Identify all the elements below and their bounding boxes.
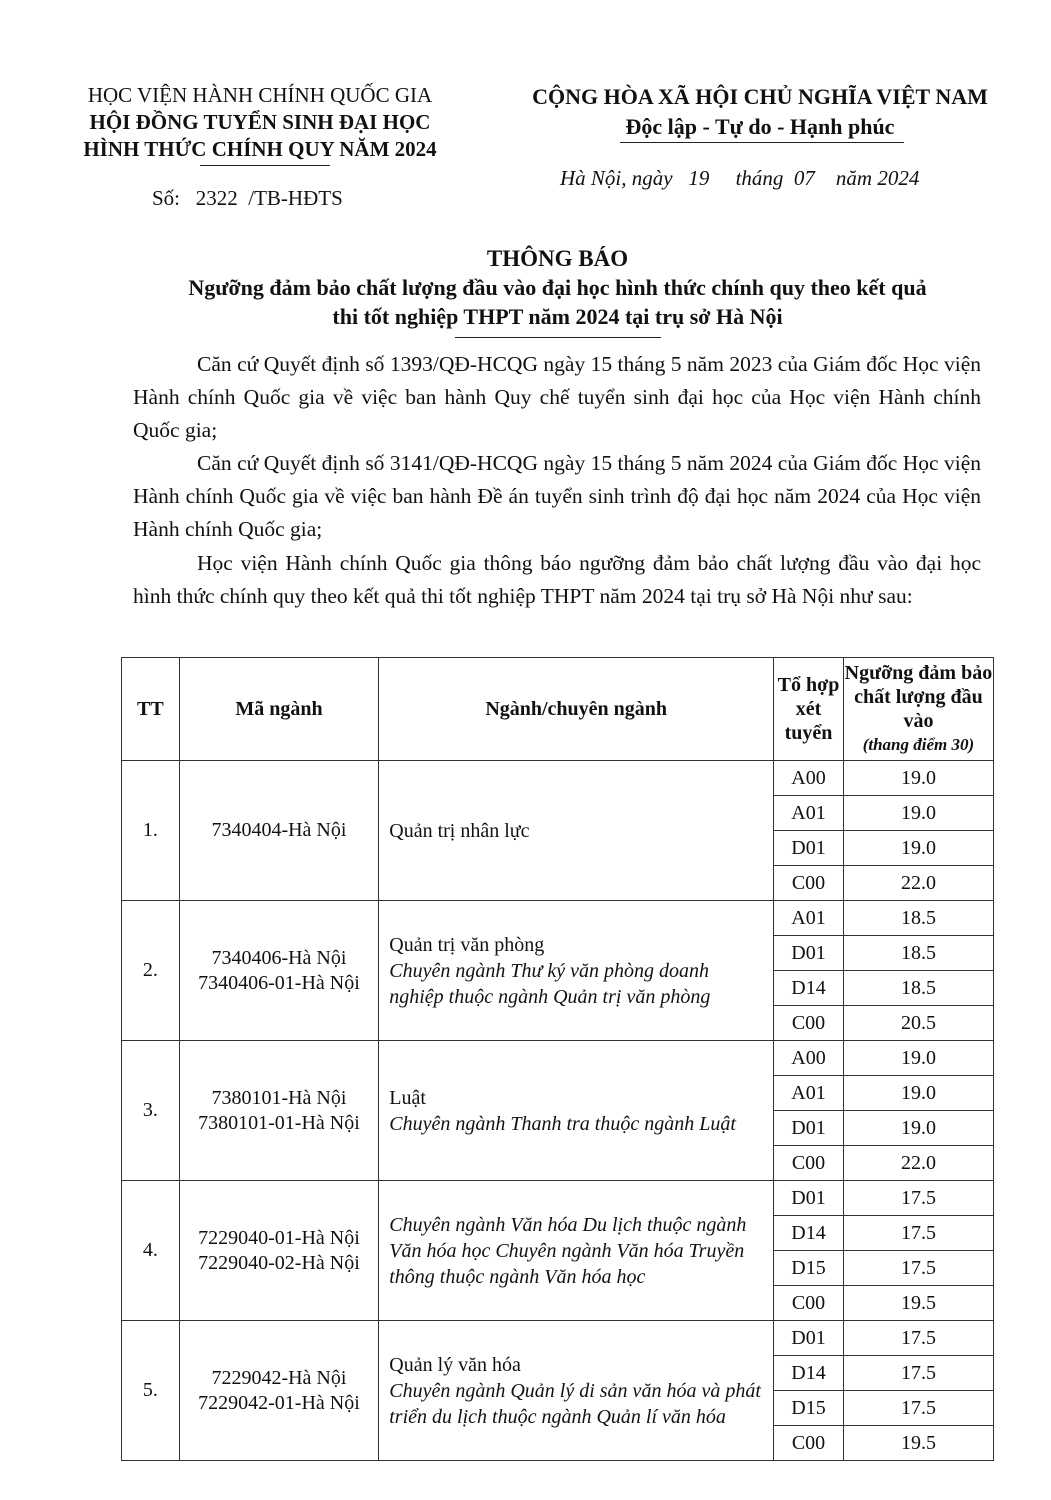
issuer-block (60, 82, 460, 163)
issuer-name: HỌC VIỆN HÀNH CHÍNH QUỐC GIA (87, 83, 433, 107)
notice-title-block (60, 244, 1051, 331)
program-code: 7340406-01-Hà Nội (198, 971, 360, 994)
combo-code: A01 (774, 901, 844, 936)
council-name: HỘI ĐỒNG TUYỂN SINH ĐẠI HỌC (89, 110, 431, 134)
notice-subtitle-line1: Ngưỡng đảm bảo chất lượng đầu vào đại học hình thức chính quy theo kết quả (188, 275, 927, 300)
combo-code: C00 (774, 1006, 844, 1041)
threshold-score: 19.0 (843, 1111, 993, 1146)
combo-code: C00 (774, 1426, 844, 1461)
program-name-cell (379, 1041, 774, 1181)
threshold-score: 17.5 (843, 1321, 993, 1356)
motto-underline (620, 142, 904, 143)
council-year: HÌNH THỨC CHÍNH QUY NĂM 2024 (83, 137, 437, 161)
threshold-score: 19.0 (843, 796, 993, 831)
table-row (122, 1321, 994, 1356)
table-row (122, 1181, 994, 1216)
threshold-score: 22.0 (843, 1146, 993, 1181)
threshold-score: 17.5 (843, 1251, 993, 1286)
threshold-score: 22.0 (843, 866, 993, 901)
combo-code: A01 (774, 1076, 844, 1111)
combo-code: D01 (774, 936, 844, 971)
threshold-score: 17.5 (843, 1181, 993, 1216)
program-name: Quản trị nhân lực (389, 819, 530, 842)
header-tt: TT (122, 658, 180, 761)
program-codes (179, 1321, 379, 1461)
combo-code: A01 (774, 796, 844, 831)
threshold-table (121, 657, 994, 1461)
threshold-score: 20.5 (843, 1006, 993, 1041)
program-code: 7229040-01-Hà Nội (198, 1226, 360, 1249)
program-name: Quản lý văn hóa (389, 1353, 521, 1376)
combo-code: D15 (774, 1391, 844, 1426)
program-code: 7229042-Hà Nội (211, 1366, 347, 1389)
threshold-score: 19.5 (843, 1286, 993, 1321)
program-codes (179, 901, 379, 1041)
paragraph-legal-basis-2: Căn cứ Quyết định số 3141/QĐ-HCQG ngày 15 tháng 5 năm 2024 của Giám đốc Học viện Hành chính Quốc gia về việc ban hành Đề án tuyển sinh trình độ đại học năm 2024 của Học viện Hành chính Quốc gia; (133, 451, 981, 541)
header-nguong (843, 658, 993, 761)
specialization-name: Chuyên ngành Thư ký văn phòng doanh nghiệp thuộc ngành Quản trị văn phòng (389, 959, 711, 1008)
program-name-cell (379, 761, 774, 901)
combo-code: D01 (774, 1111, 844, 1146)
threshold-score: 18.5 (843, 971, 993, 1006)
table-row (122, 901, 994, 936)
program-code: 7340404-Hà Nội (211, 819, 347, 841)
program-name: Luật (389, 1086, 426, 1109)
document-number: Số: 2322 /TB-HĐTS (152, 186, 343, 210)
program-codes (179, 761, 379, 901)
table-header-row (122, 658, 994, 761)
combo-code: C00 (774, 866, 844, 901)
paragraph-legal-basis-1: Căn cứ Quyết định số 1393/QĐ-HCQG ngày 15 tháng 5 năm 2023 của Giám đốc Học viện Hành chính Quốc gia về việc ban hành Quy chế tuyển sinh đại học của Học viện Hành chính Quốc gia; (133, 352, 981, 442)
program-name-cell (379, 1181, 774, 1321)
header-nguong-label: Ngưỡng đảm bảo chất lượng đầu vào (844, 662, 993, 732)
header-nganh: Ngành/chuyên ngành (379, 658, 774, 761)
table-row (122, 1041, 994, 1076)
issuer-underline (200, 165, 330, 166)
program-codes (179, 1041, 379, 1181)
national-motto-block (510, 82, 1010, 142)
header-ma-nganh: Mã ngành (179, 658, 379, 761)
program-name: Quản trị văn phòng (389, 933, 545, 956)
combo-code: C00 (774, 1146, 844, 1181)
threshold-score: 19.5 (843, 1426, 993, 1461)
specialization-name: Chuyên ngành Văn hóa Du lịch thuộc ngành Văn hóa học Chuyên ngành Văn hóa Truyền thông thuộc ngành Văn hóa học (389, 1213, 747, 1288)
paragraph-announcement: Học viện Hành chính Quốc gia thông báo ngưỡng đảm bảo chất lượng đầu vào đại học hình thức chính quy theo kết quả thi tốt nghiệp THPT năm 2024 tại trụ sở Hà Nội như sau: (133, 551, 981, 608)
table-row (122, 761, 994, 796)
header-nguong-note: (thang điểm 30) (862, 735, 975, 754)
combo-code: D14 (774, 1216, 844, 1251)
date-line: Hà Nội, ngày 19 tháng 07 năm 2024 (560, 166, 920, 190)
program-code: 7340406-Hà Nội (211, 946, 347, 969)
notice-subtitle-line2: thi tốt nghiệp THPT năm 2024 tại trụ sở Hà Nội (332, 304, 783, 329)
specialization-name: Chuyên ngành Quản lý di sản văn hóa và phát triển du lịch thuộc ngành Quản lí văn hóa (389, 1379, 761, 1428)
combo-code: D14 (774, 1356, 844, 1391)
motto: Độc lập - Tự do - Hạnh phúc (625, 114, 895, 139)
program-code: 7229042-01-Hà Nội (198, 1391, 360, 1414)
notice-title: THÔNG BÁO (486, 246, 629, 271)
row-number: 2. (122, 901, 180, 1041)
combo-code: C00 (774, 1286, 844, 1321)
header-to-hop: Tổ hợp xét tuyển (774, 658, 844, 761)
combo-code: D14 (774, 971, 844, 1006)
threshold-score: 19.0 (843, 831, 993, 866)
threshold-score: 18.5 (843, 936, 993, 971)
combo-code: A00 (774, 761, 844, 796)
threshold-score: 19.0 (843, 1041, 993, 1076)
threshold-score: 17.5 (843, 1391, 993, 1426)
threshold-score: 17.5 (843, 1216, 993, 1251)
threshold-score: 17.5 (843, 1356, 993, 1391)
combo-code: A00 (774, 1041, 844, 1076)
combo-code: D15 (774, 1251, 844, 1286)
combo-code: D01 (774, 1181, 844, 1216)
program-name-cell (379, 901, 774, 1041)
row-number: 1. (122, 761, 180, 901)
program-code: 7229040-02-Hà Nội (198, 1251, 360, 1274)
title-underline (455, 337, 661, 338)
program-name-cell (379, 1321, 774, 1461)
threshold-score: 18.5 (843, 901, 993, 936)
specialization-name: Chuyên ngành Thanh tra thuộc ngành Luật (389, 1112, 736, 1135)
row-number: 3. (122, 1041, 180, 1181)
threshold-score: 19.0 (843, 761, 993, 796)
country-name: CỘNG HÒA XÃ HỘI CHỦ NGHĨA VIỆT NAM (532, 84, 988, 109)
program-codes (179, 1181, 379, 1321)
combo-code: D01 (774, 831, 844, 866)
program-code: 7380101-Hà Nội (211, 1086, 347, 1109)
threshold-score: 19.0 (843, 1076, 993, 1111)
row-number: 5. (122, 1321, 180, 1461)
row-number: 4. (122, 1181, 180, 1321)
combo-code: D01 (774, 1321, 844, 1356)
program-code: 7380101-01-Hà Nội (198, 1111, 360, 1134)
